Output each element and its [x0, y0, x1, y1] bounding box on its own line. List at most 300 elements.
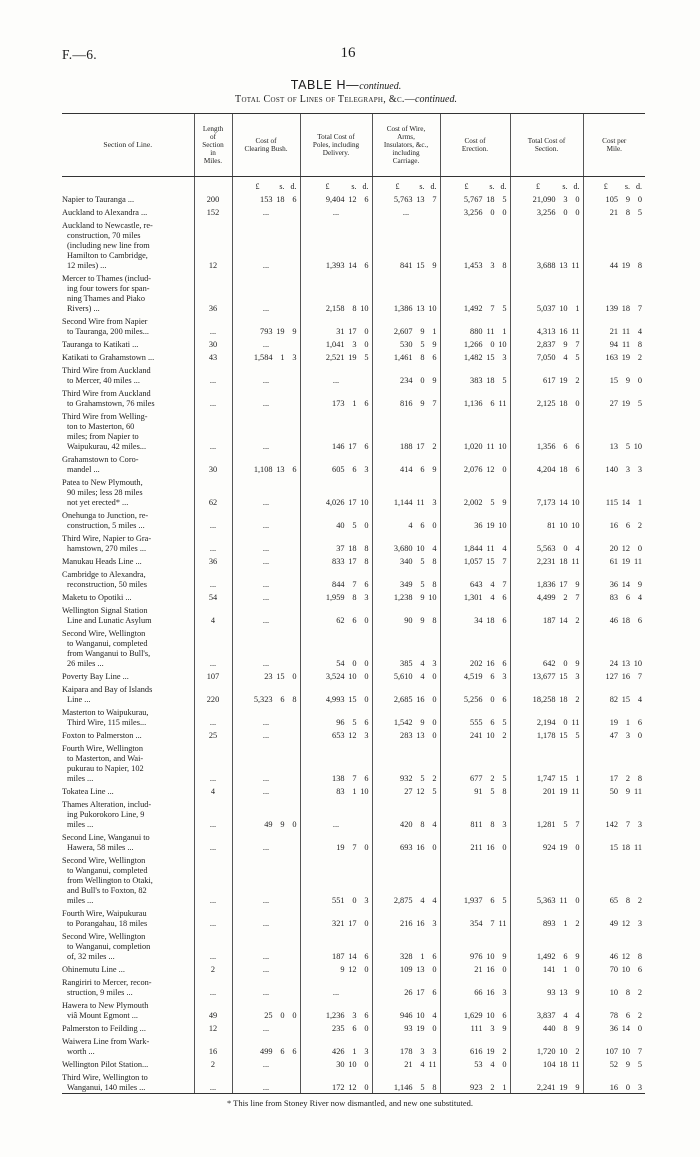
pounds-value: 96 — [336, 718, 345, 727]
per-mile-cell — [583, 728, 645, 741]
money-value — [584, 327, 646, 337]
miles-cell — [194, 705, 232, 728]
pence-value: 4 — [637, 695, 642, 704]
column-header-section — [62, 114, 194, 177]
money-value — [233, 820, 300, 830]
per-mile-cell — [583, 337, 645, 350]
empty-value: ... — [262, 718, 270, 727]
shillings-value: 1 — [563, 965, 568, 974]
document-code: F.—6. — [62, 47, 97, 62]
miles-value: 2 — [210, 965, 216, 974]
pounds-value: 5,256 — [463, 695, 483, 704]
section-line: miles; from Napier to — [67, 432, 139, 441]
clearing-cell — [232, 728, 300, 741]
section-line: Thames Alteration, includ- — [62, 800, 152, 809]
pence-value: 6 — [432, 353, 437, 362]
shillings-value: 2 — [490, 1083, 495, 1092]
total-cell — [510, 554, 583, 567]
pence-value: 8 — [432, 616, 437, 625]
section-line: Kaipara and Bay of Islands — [62, 685, 153, 694]
money-value — [441, 774, 510, 784]
shillings-value: 0 — [352, 659, 357, 668]
pence-value: 8 — [502, 261, 507, 270]
pence-value: 0 — [502, 1060, 507, 1069]
table-row — [62, 728, 645, 741]
currency-row — [62, 177, 645, 193]
column-header-line: Section. — [534, 145, 559, 153]
shillings-value: 11 — [486, 327, 495, 336]
section-line: from Wanganui to Bull's, — [67, 649, 151, 658]
currency-pence-symbol: d. — [500, 182, 507, 191]
pounds-value: 81 — [547, 521, 556, 530]
clearing-cell — [232, 363, 300, 386]
section-line: of, 32 miles ... — [67, 952, 115, 961]
pence-value: 8 — [432, 1083, 437, 1092]
pounds-value: 2,158 — [325, 304, 345, 313]
empty-value: ... — [262, 580, 270, 589]
column-header-line: in — [210, 149, 216, 157]
pounds-value: 1,178 — [536, 731, 556, 740]
money-value — [584, 521, 646, 531]
per-mile-cell — [583, 853, 645, 906]
money-value — [373, 399, 440, 409]
section-cell — [62, 998, 194, 1021]
pounds-value: 385 — [400, 659, 413, 668]
section-line: ning Thames and Piako — [67, 294, 145, 303]
money-value — [233, 672, 300, 682]
pounds-value: 36 — [474, 521, 483, 530]
shillings-value: 17 — [559, 580, 568, 589]
money-value — [441, 1060, 510, 1070]
pence-value: 11 — [571, 327, 580, 336]
clearing-cell — [232, 1021, 300, 1034]
pence-value: 2 — [637, 896, 642, 905]
money-value — [441, 965, 510, 975]
money-value — [511, 965, 583, 975]
pence-value: 0 — [432, 965, 437, 974]
pence-value: 3 — [364, 465, 369, 474]
per-mile-cell — [583, 1034, 645, 1057]
miles-cell — [194, 929, 232, 962]
pounds-value: 7,050 — [536, 353, 556, 362]
shillings-value: 4 — [420, 672, 425, 681]
empty-value: ... — [262, 557, 270, 566]
shillings-value: 11 — [416, 498, 425, 507]
money-value — [301, 261, 372, 271]
table-row — [62, 626, 645, 669]
section-line: Fourth Wire, Waipukurau — [62, 909, 147, 918]
pounds-value: 5,323 — [253, 695, 273, 704]
pence-value: 5 — [637, 399, 642, 408]
pounds-value: 216 — [400, 919, 413, 928]
pence-value: 0 — [364, 919, 369, 928]
miles-cell — [194, 626, 232, 669]
table-row — [62, 830, 645, 853]
pence-value: 0 — [432, 731, 437, 740]
pounds-value: 617 — [543, 376, 556, 385]
section-line: to Wanganui, completed — [67, 639, 148, 648]
erection-cell — [440, 554, 510, 567]
section-cell — [62, 475, 194, 508]
pence-value: 1 — [432, 327, 437, 336]
shillings-value: 3 — [625, 731, 630, 740]
shillings-value: 16 — [416, 843, 425, 852]
shillings-value: 9 — [420, 327, 425, 336]
table-row — [62, 1021, 645, 1034]
column-header-miles — [194, 114, 232, 177]
pence-value: 6 — [364, 442, 369, 451]
shillings-value: 18 — [559, 1060, 568, 1069]
pence-value: 5 — [575, 731, 580, 740]
pounds-value: 187 — [543, 616, 556, 625]
pounds-value: 420 — [400, 820, 413, 829]
pence-value: 4 — [637, 593, 642, 602]
header-row — [62, 114, 645, 177]
wire-cell — [372, 350, 440, 363]
money-value — [233, 1047, 300, 1057]
pounds-value: 321 — [332, 919, 345, 928]
money-value — [441, 672, 510, 682]
shillings-value: 7 — [352, 774, 357, 783]
money-value — [584, 843, 646, 853]
section-line: 90 miles; less 28 miles — [67, 488, 143, 497]
money-value — [301, 399, 372, 409]
pounds-value: 62 — [336, 616, 345, 625]
total-cell — [510, 590, 583, 603]
erection-cell — [440, 1034, 510, 1057]
money-value — [584, 465, 646, 475]
pence-value: 0 — [432, 1024, 437, 1033]
pounds-value: 1,020 — [463, 442, 483, 451]
money-value — [441, 593, 510, 603]
currency-pounds-symbol: £ — [603, 182, 608, 191]
miles-cell — [194, 682, 232, 705]
total-cell — [510, 1034, 583, 1057]
shillings-value: 15 — [416, 261, 425, 270]
shillings-value: 8 — [420, 820, 425, 829]
pounds-value: 551 — [332, 896, 345, 905]
section-line: Second Wire, Wellington — [62, 629, 146, 638]
section-cell — [62, 554, 194, 567]
erection-cell — [440, 205, 510, 218]
money-value — [511, 820, 583, 830]
table-subtitle-continued: continued. — [415, 94, 457, 105]
money-value — [373, 261, 440, 271]
shillings-value: 12 — [486, 465, 495, 474]
pence-value: 6 — [292, 465, 297, 474]
section-cell — [62, 531, 194, 554]
pence-value: 0 — [575, 843, 580, 852]
money-value — [301, 731, 372, 741]
empty-value: ... — [332, 820, 340, 829]
table-header — [62, 114, 645, 177]
currency-pence-symbol: d. — [573, 182, 580, 191]
section-line: mandel ... — [67, 465, 100, 474]
pence-value: 11 — [634, 843, 642, 852]
column-header-line: Total Cost of — [317, 133, 355, 141]
pence-value: 9 — [575, 659, 580, 668]
money-value — [511, 327, 583, 337]
pence-value: 9 — [502, 498, 507, 507]
shillings-value: 5 — [490, 498, 495, 507]
pence-value: 6 — [432, 952, 437, 961]
column-header-clearing — [232, 114, 300, 177]
table-row — [62, 784, 645, 797]
pence-value: 10 — [428, 304, 437, 313]
column-header-line: Cost of — [255, 137, 277, 145]
shillings-value: 4 — [490, 1060, 495, 1069]
shillings-value: 19 — [416, 1024, 425, 1033]
section-cell — [62, 705, 194, 728]
shillings-value: 16 — [486, 659, 495, 668]
currency-cell-poles — [300, 177, 372, 193]
shillings-value: 13 — [559, 988, 568, 997]
shillings-value: 5 — [490, 787, 495, 796]
shillings-value: 1 — [280, 353, 285, 362]
miles-cell — [194, 350, 232, 363]
pounds-value: 3,524 — [325, 672, 345, 681]
currency-units — [584, 182, 646, 192]
column-header-erection — [440, 114, 510, 177]
pence-value: 6 — [364, 1011, 369, 1020]
per-mile-cell — [583, 929, 645, 962]
table-row — [62, 669, 645, 682]
pounds-value: 2,231 — [536, 557, 556, 566]
clearing-cell — [232, 386, 300, 409]
pounds-value: 932 — [400, 774, 413, 783]
pence-value: 4 — [432, 896, 437, 905]
section-line: miles ... — [67, 774, 94, 783]
erection-cell — [440, 998, 510, 1021]
currency-cell-erection — [440, 177, 510, 193]
miles-value: ... — [209, 774, 217, 783]
section-line: Auckland to Newcastle, re- — [62, 221, 153, 230]
section-line: Napier to Tauranga ... — [62, 195, 135, 204]
money-value — [301, 659, 372, 669]
pence-value: 0 — [364, 695, 369, 704]
wire-cell — [372, 1034, 440, 1057]
poles-cell — [300, 853, 372, 906]
money-value — [441, 498, 510, 508]
total-cell — [510, 192, 583, 205]
erection-cell — [440, 314, 510, 337]
pounds-value: 139 — [605, 304, 618, 313]
shillings-value: 19 — [621, 353, 630, 362]
shillings-value: 8 — [352, 593, 357, 602]
currency-pounds-symbol: £ — [255, 182, 260, 191]
per-mile-cell — [583, 741, 645, 784]
pence-value: 9 — [502, 1024, 507, 1033]
poles-cell — [300, 906, 372, 929]
money-value — [441, 340, 510, 350]
column-header-line: Section — [202, 141, 224, 149]
erection-cell — [440, 475, 510, 508]
pounds-value: 811 — [470, 820, 483, 829]
pence-value: 6 — [502, 593, 507, 602]
pence-value: 11 — [571, 718, 580, 727]
pounds-value: 1,844 — [463, 544, 483, 553]
pounds-value: 2,125 — [536, 399, 556, 408]
pounds-value: 923 — [470, 1083, 483, 1092]
clearing-cell — [232, 475, 300, 508]
shillings-value: 19 — [276, 327, 285, 336]
money-value — [301, 695, 372, 705]
money-value — [511, 1011, 583, 1021]
shillings-value: 9 — [420, 718, 425, 727]
shillings-value: 0 — [563, 544, 568, 553]
pounds-value: 1,266 — [463, 340, 483, 349]
shillings-value: 6 — [625, 1011, 630, 1020]
shillings-value: 5 — [420, 340, 425, 349]
pounds-value: 202 — [470, 659, 483, 668]
miles-cell — [194, 475, 232, 508]
total-cell — [510, 363, 583, 386]
section-line: Wellington Pilot Station... — [62, 1060, 149, 1069]
empty-value: ... — [262, 1024, 270, 1033]
shillings-value: 7 — [352, 843, 357, 852]
shillings-value: 7 — [490, 919, 495, 928]
money-value — [373, 1011, 440, 1021]
shillings-value: 10 — [559, 521, 568, 530]
section-line: miles ... — [67, 820, 94, 829]
pounds-value: 1,301 — [463, 593, 483, 602]
pence-value: 6 — [502, 695, 507, 704]
pounds-value: 1,136 — [463, 399, 483, 408]
poles-cell — [300, 1057, 372, 1070]
pounds-value: 605 — [332, 465, 345, 474]
pence-value: 9 — [575, 580, 580, 589]
miles-value: 16 — [208, 1047, 218, 1056]
empty-value: ... — [262, 616, 270, 625]
miles-cell — [194, 192, 232, 205]
empty-value: ... — [262, 965, 270, 974]
section-line: Wellington Signal Station — [62, 606, 148, 615]
pounds-value: 241 — [470, 731, 483, 740]
pence-value: 1 — [637, 498, 642, 507]
poles-cell — [300, 271, 372, 314]
miles-value: 12 — [208, 261, 218, 270]
table-row — [62, 271, 645, 314]
pounds-value: 555 — [470, 718, 483, 727]
money-value — [373, 304, 440, 314]
pence-value: 5 — [637, 1060, 642, 1069]
currency-pence-symbol: d. — [636, 182, 642, 191]
money-value — [301, 580, 372, 590]
pence-value: 6 — [364, 774, 369, 783]
total-cell — [510, 853, 583, 906]
table-title — [0, 78, 692, 93]
currency-units — [233, 182, 300, 192]
pence-value: 6 — [364, 718, 369, 727]
section-cell — [62, 1070, 194, 1094]
section-line: Onehunga to Junction, re- — [62, 511, 149, 520]
shillings-value: 10 — [416, 1011, 425, 1020]
money-value — [441, 896, 510, 906]
miles-cell — [194, 409, 232, 452]
pounds-value: 52 — [609, 1060, 618, 1069]
money-value — [373, 659, 440, 669]
miles-cell — [194, 797, 232, 830]
money-value — [373, 896, 440, 906]
pence-value: 2 — [575, 1047, 580, 1056]
pence-value: 6 — [575, 442, 580, 451]
currency-cell-clearing — [232, 177, 300, 193]
pence-value: 0 — [502, 465, 507, 474]
miles-cell — [194, 554, 232, 567]
erection-cell — [440, 350, 510, 363]
miles-value: 62 — [208, 498, 218, 507]
clearing-cell — [232, 906, 300, 929]
column-header-line: Length — [202, 125, 224, 133]
section-line: not yet erected* ... — [67, 498, 129, 507]
money-value — [511, 787, 583, 797]
pounds-value: 1,836 — [536, 580, 556, 589]
money-value — [233, 1011, 300, 1021]
shillings-value: 14 — [621, 580, 630, 589]
table-row — [62, 205, 645, 218]
pence-value: 0 — [364, 965, 369, 974]
pounds-value: 107 — [605, 1047, 618, 1056]
wire-cell — [372, 853, 440, 906]
section-cell — [62, 508, 194, 531]
per-mile-cell — [583, 363, 645, 386]
table-row — [62, 386, 645, 409]
pence-value: 0 — [364, 672, 369, 681]
shillings-value: 17 — [348, 498, 357, 507]
pounds-value: 83 — [336, 787, 345, 796]
money-value — [373, 672, 440, 682]
section-line: Third Wire from Auckland — [62, 366, 151, 375]
pence-value: 5 — [432, 787, 437, 796]
section-line: Third Wire, Napier to Gra- — [62, 534, 152, 543]
money-value — [441, 442, 510, 452]
section-line: Tokatea Line ... — [62, 787, 114, 796]
pence-value: 0 — [502, 965, 507, 974]
section-line: Second Wire from Napier — [62, 317, 148, 326]
erection-cell — [440, 452, 510, 475]
pence-value: 3 — [432, 659, 437, 668]
miles-cell — [194, 853, 232, 906]
pounds-value: 36 — [609, 580, 618, 589]
table-row — [62, 1057, 645, 1070]
pence-value: 7 — [637, 672, 642, 681]
pounds-value: 4,993 — [325, 695, 345, 704]
section-line: ton to Masterton, 60 — [67, 422, 135, 431]
total-cell — [510, 830, 583, 853]
shillings-value: 9 — [625, 787, 630, 796]
poles-cell — [300, 741, 372, 784]
pence-value: 10 — [360, 787, 369, 796]
empty-value: ... — [262, 442, 270, 451]
money-value — [301, 1083, 372, 1093]
pence-value: 6 — [502, 659, 507, 668]
table-row — [62, 314, 645, 337]
currency-shillings-symbol: s. — [624, 182, 630, 191]
pence-value: 0 — [575, 896, 580, 905]
telegraph-cost-table — [62, 113, 645, 1094]
pounds-value: 9,404 — [325, 195, 345, 204]
pence-value: 5 — [364, 353, 369, 362]
section-line: pukurau to Napier, 102 — [67, 764, 144, 773]
erection-cell — [440, 337, 510, 350]
shillings-value: 5 — [352, 521, 357, 530]
section-line: and Bull's to Foxton, 82 — [67, 886, 147, 895]
shillings-value: 3 — [625, 465, 630, 474]
pounds-value: 44 — [609, 261, 618, 270]
table-row — [62, 797, 645, 830]
pounds-value: 1,453 — [463, 261, 483, 270]
pounds-value: 1,482 — [463, 353, 483, 362]
